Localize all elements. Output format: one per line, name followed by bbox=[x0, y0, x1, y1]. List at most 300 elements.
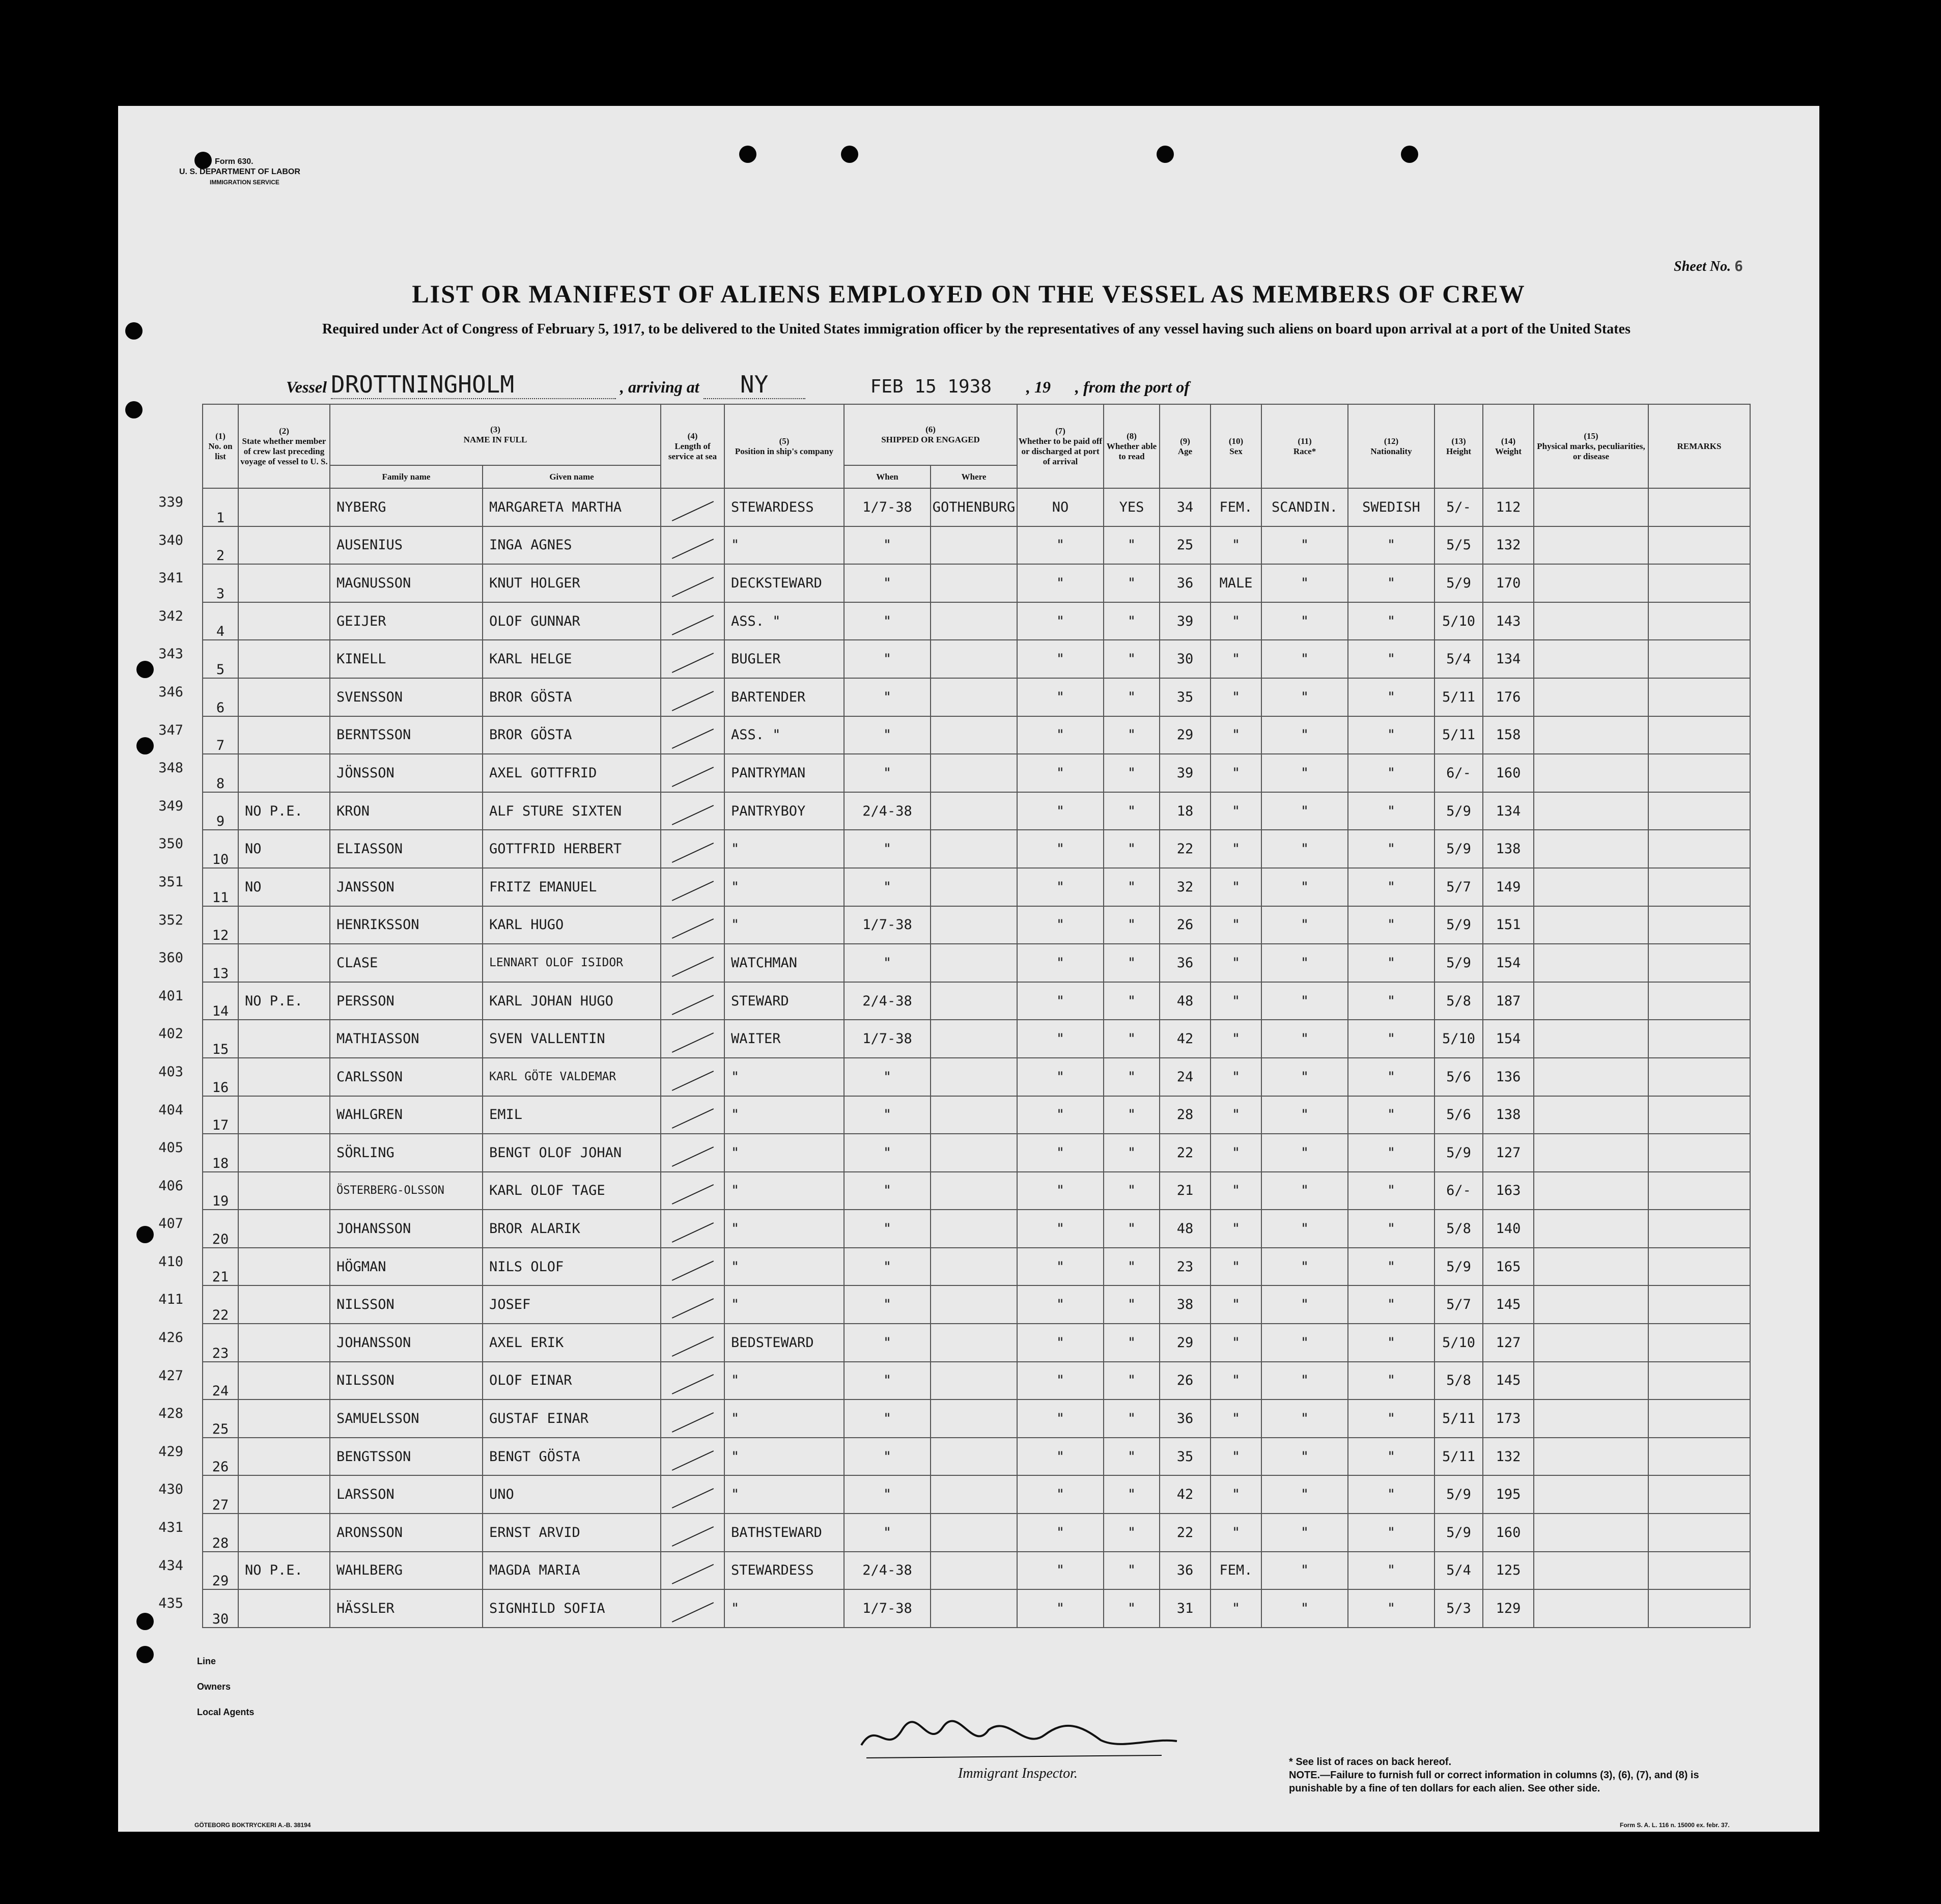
table-row bbox=[203, 488, 1750, 526]
header-list-number: (1) No. on list bbox=[203, 404, 238, 488]
cell-shipped-when: " bbox=[844, 1134, 931, 1172]
cell-given-name: KNUT HOLGER bbox=[483, 564, 661, 602]
cell-race: " bbox=[1261, 526, 1348, 565]
cell-weight: 163 bbox=[1483, 1172, 1534, 1210]
cell-height: 5/9 bbox=[1434, 1475, 1483, 1514]
cell-nationality: " bbox=[1348, 678, 1434, 716]
cell-service-length bbox=[661, 1438, 724, 1476]
table-row bbox=[203, 1399, 1750, 1438]
cell-shipped-when: " bbox=[844, 1096, 931, 1134]
cell-weight: 149 bbox=[1483, 868, 1534, 906]
cell-sex: " bbox=[1211, 1210, 1261, 1248]
cell-race: " bbox=[1261, 1438, 1348, 1476]
cell-given-name: ALF STURE SIXTEN bbox=[483, 792, 661, 830]
cell-position: " bbox=[724, 1475, 844, 1514]
cell-position: " bbox=[724, 1399, 844, 1438]
cell-remarks bbox=[1648, 1438, 1750, 1476]
cell-remarks bbox=[1648, 1210, 1750, 1248]
cell-weight: 125 bbox=[1483, 1552, 1534, 1590]
cell-shipped-when: " bbox=[844, 602, 931, 640]
cell-sex: " bbox=[1211, 1248, 1261, 1286]
cell-height: 5/9 bbox=[1434, 1134, 1483, 1172]
cell-previous-voyage bbox=[238, 1324, 330, 1362]
cell-given-name: AXEL ERIK bbox=[483, 1324, 661, 1362]
cell-previous-voyage bbox=[238, 1058, 330, 1096]
cell-weight: 134 bbox=[1483, 792, 1534, 830]
header-paid-off: (7) Whether to be paid off or discharged at port of arrival bbox=[1017, 404, 1104, 488]
cell-list-number: 18 bbox=[203, 1134, 238, 1172]
cell-family-name: ELIASSON bbox=[330, 830, 483, 868]
cell-list-number: 30 bbox=[203, 1589, 238, 1628]
cell-service-length bbox=[661, 1020, 724, 1058]
cell-shipped-when: 1/7-38 bbox=[844, 906, 931, 944]
tally-stroke bbox=[671, 1146, 713, 1167]
date-stamp: FEB 15 1938 bbox=[870, 376, 992, 397]
cell-age: 22 bbox=[1160, 1514, 1211, 1552]
cell-given-name: UNO bbox=[483, 1475, 661, 1514]
cell-shipped-when: " bbox=[844, 1210, 931, 1248]
cell-weight: 176 bbox=[1483, 678, 1534, 716]
cell-service-length bbox=[661, 982, 724, 1020]
table-row bbox=[203, 1324, 1750, 1362]
cell-height: 5/8 bbox=[1434, 1210, 1483, 1248]
cell-given-name: SIGNHILD SOFIA bbox=[483, 1589, 661, 1628]
cell-family-name: KINELL bbox=[330, 640, 483, 678]
punch-hole bbox=[739, 146, 756, 163]
cell-shipped-when: " bbox=[844, 1399, 931, 1438]
cell-paid-off: " bbox=[1017, 1248, 1104, 1286]
cell-list-number: 20 bbox=[203, 1210, 238, 1248]
cell-physical-marks bbox=[1534, 1020, 1648, 1058]
cell-given-name: KARL HELGE bbox=[483, 640, 661, 678]
cell-race: " bbox=[1261, 1058, 1348, 1096]
cell-family-name: JANSSON bbox=[330, 868, 483, 906]
table-row bbox=[203, 906, 1750, 944]
cell-able-to-read: " bbox=[1104, 678, 1160, 716]
cell-nationality: " bbox=[1348, 1324, 1434, 1362]
cell-age: 21 bbox=[1160, 1172, 1211, 1210]
cell-weight: 158 bbox=[1483, 716, 1534, 754]
cell-weight: 151 bbox=[1483, 906, 1534, 944]
cell-able-to-read: " bbox=[1104, 830, 1160, 868]
cell-physical-marks bbox=[1534, 488, 1648, 526]
cell-list-number: 16 bbox=[203, 1058, 238, 1096]
cell-weight: 127 bbox=[1483, 1324, 1534, 1362]
cell-nationality: " bbox=[1348, 1438, 1434, 1476]
cell-race: " bbox=[1261, 830, 1348, 868]
cell-position: " bbox=[724, 1058, 844, 1096]
cell-sex: MALE bbox=[1211, 564, 1261, 602]
tally-stroke bbox=[671, 957, 713, 977]
cell-nationality: " bbox=[1348, 868, 1434, 906]
cell-paid-off: " bbox=[1017, 1210, 1104, 1248]
vessel-name: DROTTNINGHOLM bbox=[331, 371, 616, 399]
margin-number: 352 bbox=[158, 912, 183, 928]
cell-able-to-read: " bbox=[1104, 1096, 1160, 1134]
cell-able-to-read: " bbox=[1104, 640, 1160, 678]
cell-shipped-where bbox=[931, 1134, 1017, 1172]
cell-list-number: 5 bbox=[203, 640, 238, 678]
cell-nationality: " bbox=[1348, 716, 1434, 754]
cell-height: 5/9 bbox=[1434, 792, 1483, 830]
cell-remarks bbox=[1648, 1248, 1750, 1286]
tally-stroke bbox=[671, 1336, 713, 1357]
cell-service-length bbox=[661, 526, 724, 565]
cell-shipped-where bbox=[931, 1020, 1017, 1058]
cell-age: 29 bbox=[1160, 716, 1211, 754]
cell-list-number: 7 bbox=[203, 716, 238, 754]
arriving-label: , arriving at bbox=[620, 378, 699, 396]
cell-remarks bbox=[1648, 792, 1750, 830]
department-name: U. S. DEPARTMENT OF LABOR bbox=[179, 167, 300, 176]
margin-number: 342 bbox=[158, 608, 183, 624]
cell-position: " bbox=[724, 1362, 844, 1400]
tally-stroke bbox=[671, 1108, 713, 1129]
cell-physical-marks bbox=[1534, 868, 1648, 906]
cell-previous-voyage bbox=[238, 944, 330, 982]
cell-previous-voyage bbox=[238, 1589, 330, 1628]
punch-hole bbox=[841, 146, 858, 163]
cell-shipped-when: " bbox=[844, 564, 931, 602]
cell-physical-marks bbox=[1534, 1134, 1648, 1172]
tally-stroke bbox=[671, 767, 713, 787]
cell-age: 24 bbox=[1160, 1058, 1211, 1096]
cell-list-number: 1 bbox=[203, 488, 238, 526]
cell-age: 36 bbox=[1160, 1552, 1211, 1590]
cell-family-name: BENGTSSON bbox=[330, 1438, 483, 1476]
table-row bbox=[203, 1096, 1750, 1134]
cell-paid-off: " bbox=[1017, 868, 1104, 906]
cell-given-name: EMIL bbox=[483, 1096, 661, 1134]
cell-height: 6/- bbox=[1434, 1172, 1483, 1210]
cell-sex: " bbox=[1211, 678, 1261, 716]
cell-list-number: 4 bbox=[203, 602, 238, 640]
cell-shipped-when: " bbox=[844, 1362, 931, 1400]
cell-sex: " bbox=[1211, 868, 1261, 906]
cell-shipped-where bbox=[931, 1096, 1017, 1134]
tally-stroke bbox=[671, 615, 713, 635]
margin-number: 360 bbox=[158, 950, 183, 966]
header-shipped-engaged: (6) SHIPPED OR ENGAGED bbox=[844, 404, 1017, 465]
cell-shipped-when: " bbox=[844, 1058, 931, 1096]
cell-remarks bbox=[1648, 564, 1750, 602]
cell-age: 35 bbox=[1160, 678, 1211, 716]
cell-physical-marks bbox=[1534, 564, 1648, 602]
races-note: * See list of races on back hereof. bbox=[1289, 1756, 1452, 1768]
cell-list-number: 11 bbox=[203, 868, 238, 906]
cell-sex: " bbox=[1211, 830, 1261, 868]
punch-hole bbox=[1157, 146, 1174, 163]
cell-race: " bbox=[1261, 1475, 1348, 1514]
cell-remarks bbox=[1648, 1324, 1750, 1362]
cell-height: 5/4 bbox=[1434, 640, 1483, 678]
margin-number: 407 bbox=[158, 1216, 183, 1232]
cell-position: BUGLER bbox=[724, 640, 844, 678]
cell-nationality: " bbox=[1348, 1514, 1434, 1552]
page-subtitle: Required under Act of Congress of February 5, 1917, to be delivered to the United States immigration officer by the representatives of any vessel having such aliens on board upon arrival at a port of the United States bbox=[322, 321, 1630, 337]
table-row bbox=[203, 792, 1750, 830]
punch-hole bbox=[136, 1613, 154, 1630]
tally-stroke bbox=[671, 501, 713, 521]
cell-race: " bbox=[1261, 754, 1348, 792]
cell-able-to-read: " bbox=[1104, 944, 1160, 982]
cell-given-name: KARL JOHAN HUGO bbox=[483, 982, 661, 1020]
cell-sex: " bbox=[1211, 1096, 1261, 1134]
cell-sex: " bbox=[1211, 1285, 1261, 1324]
printer-imprint: GÖTEBORG BOKTRYCKERI A.-B. 38194 bbox=[194, 1822, 311, 1829]
cell-given-name: OLOF GUNNAR bbox=[483, 602, 661, 640]
cell-previous-voyage bbox=[238, 1514, 330, 1552]
margin-number: 410 bbox=[158, 1253, 183, 1270]
table-row bbox=[203, 1134, 1750, 1172]
cell-physical-marks bbox=[1534, 678, 1648, 716]
cell-age: 25 bbox=[1160, 526, 1211, 565]
cell-physical-marks bbox=[1534, 602, 1648, 640]
cell-given-name: KARL OLOF TAGE bbox=[483, 1172, 661, 1210]
cell-shipped-when: 1/7-38 bbox=[844, 488, 931, 526]
cell-service-length bbox=[661, 1514, 724, 1552]
service-name: IMMIGRATION SERVICE bbox=[210, 179, 279, 186]
cell-previous-voyage: NO P.E. bbox=[238, 792, 330, 830]
cell-age: 29 bbox=[1160, 1324, 1211, 1362]
cell-previous-voyage bbox=[238, 1210, 330, 1248]
cell-previous-voyage: NO P.E. bbox=[238, 982, 330, 1020]
cell-paid-off: " bbox=[1017, 1438, 1104, 1476]
cell-list-number: 8 bbox=[203, 754, 238, 792]
cell-race: " bbox=[1261, 1399, 1348, 1438]
cell-remarks bbox=[1648, 906, 1750, 944]
cell-remarks bbox=[1648, 678, 1750, 716]
header-sex: (10) Sex bbox=[1211, 404, 1261, 488]
cell-remarks bbox=[1648, 1399, 1750, 1438]
cell-race: " bbox=[1261, 1552, 1348, 1590]
cell-weight: 127 bbox=[1483, 1134, 1534, 1172]
margin-number: 406 bbox=[158, 1178, 183, 1194]
cell-paid-off: " bbox=[1017, 792, 1104, 830]
cell-race: " bbox=[1261, 1324, 1348, 1362]
cell-age: 36 bbox=[1160, 564, 1211, 602]
cell-given-name: MARGARETA MARTHA bbox=[483, 488, 661, 526]
table-row bbox=[203, 1020, 1750, 1058]
cell-position: STEWARDESS bbox=[724, 488, 844, 526]
cell-shipped-where: GOTHENBURG bbox=[931, 488, 1017, 526]
cell-nationality: " bbox=[1348, 1134, 1434, 1172]
cell-remarks bbox=[1648, 602, 1750, 640]
header-weight: (14) Weight bbox=[1483, 404, 1534, 488]
margin-number: 341 bbox=[158, 570, 183, 586]
cell-position: " bbox=[724, 1172, 844, 1210]
margin-number: 348 bbox=[158, 760, 183, 776]
cell-nationality: " bbox=[1348, 830, 1434, 868]
cell-given-name: BENGT OLOF JOHAN bbox=[483, 1134, 661, 1172]
cell-sex: " bbox=[1211, 906, 1261, 944]
cell-family-name: AUSENIUS bbox=[330, 526, 483, 565]
table-row bbox=[203, 1514, 1750, 1552]
cell-age: 39 bbox=[1160, 754, 1211, 792]
cell-list-number: 27 bbox=[203, 1475, 238, 1514]
cell-nationality: " bbox=[1348, 640, 1434, 678]
cell-physical-marks bbox=[1534, 1324, 1648, 1362]
cell-able-to-read: " bbox=[1104, 868, 1160, 906]
cell-shipped-where bbox=[931, 716, 1017, 754]
cell-weight: 170 bbox=[1483, 564, 1534, 602]
cell-weight: 160 bbox=[1483, 1514, 1534, 1552]
cell-race: " bbox=[1261, 1172, 1348, 1210]
cell-position: " bbox=[724, 1210, 844, 1248]
cell-family-name: JOHANSSON bbox=[330, 1210, 483, 1248]
punch-hole bbox=[1401, 146, 1418, 163]
cell-list-number: 13 bbox=[203, 944, 238, 982]
cell-service-length bbox=[661, 1475, 724, 1514]
crew-manifest-table bbox=[202, 404, 1751, 1628]
header-where: Where bbox=[931, 465, 1017, 488]
cell-nationality: " bbox=[1348, 1589, 1434, 1628]
cell-given-name: NILS OLOF bbox=[483, 1248, 661, 1286]
cell-height: 6/- bbox=[1434, 754, 1483, 792]
cell-list-number: 19 bbox=[203, 1172, 238, 1210]
cell-physical-marks bbox=[1534, 830, 1648, 868]
cell-shipped-when: " bbox=[844, 830, 931, 868]
cell-physical-marks bbox=[1534, 754, 1648, 792]
margin-number: 405 bbox=[158, 1140, 183, 1156]
tally-stroke bbox=[671, 995, 713, 1015]
cell-paid-off: " bbox=[1017, 716, 1104, 754]
margin-number: 431 bbox=[158, 1520, 183, 1536]
cell-service-length bbox=[661, 1552, 724, 1590]
cell-height: 5/11 bbox=[1434, 678, 1483, 716]
cell-height: 5/7 bbox=[1434, 1285, 1483, 1324]
year-label: , 19 bbox=[1026, 378, 1051, 396]
cell-age: 34 bbox=[1160, 488, 1211, 526]
cell-nationality: " bbox=[1348, 982, 1434, 1020]
cell-previous-voyage bbox=[238, 1096, 330, 1134]
table-row bbox=[203, 602, 1750, 640]
header-nationality: (12) Nationality bbox=[1348, 404, 1434, 488]
cell-family-name: SÖRLING bbox=[330, 1134, 483, 1172]
cell-position: PANTRYBOY bbox=[724, 792, 844, 830]
cell-previous-voyage bbox=[238, 602, 330, 640]
margin-number: 429 bbox=[158, 1443, 183, 1460]
cell-height: 5/9 bbox=[1434, 564, 1483, 602]
margin-number: 430 bbox=[158, 1481, 183, 1498]
cell-height: 5/5 bbox=[1434, 526, 1483, 565]
header-length-of-service: (4) Length of service at sea bbox=[661, 404, 724, 488]
cell-service-length bbox=[661, 488, 724, 526]
punch-hole bbox=[136, 737, 154, 754]
cell-height: 5/4 bbox=[1434, 1552, 1483, 1590]
cell-able-to-read: " bbox=[1104, 1248, 1160, 1286]
punch-hole bbox=[136, 1646, 154, 1663]
cell-position: BATHSTEWARD bbox=[724, 1514, 844, 1552]
table-row bbox=[203, 944, 1750, 982]
cell-family-name: BERNTSSON bbox=[330, 716, 483, 754]
cell-service-length bbox=[661, 792, 724, 830]
cell-paid-off: " bbox=[1017, 1324, 1104, 1362]
cell-weight: 140 bbox=[1483, 1210, 1534, 1248]
table-row bbox=[203, 1475, 1750, 1514]
cell-sex: " bbox=[1211, 754, 1261, 792]
inspector-label: Immigrant Inspector. bbox=[958, 1766, 1078, 1781]
cell-paid-off: " bbox=[1017, 526, 1104, 565]
cell-able-to-read: " bbox=[1104, 716, 1160, 754]
cell-previous-voyage bbox=[238, 1134, 330, 1172]
tally-stroke bbox=[671, 1488, 713, 1508]
cell-race: SCANDIN. bbox=[1261, 488, 1348, 526]
cell-able-to-read: " bbox=[1104, 1475, 1160, 1514]
cell-race: " bbox=[1261, 1248, 1348, 1286]
margin-number: 403 bbox=[158, 1063, 183, 1080]
header-age: (9) Age bbox=[1160, 404, 1211, 488]
margin-number: 402 bbox=[158, 1026, 183, 1042]
cell-sex: " bbox=[1211, 944, 1261, 982]
cell-able-to-read: " bbox=[1104, 564, 1160, 602]
table-row bbox=[203, 564, 1750, 602]
cell-given-name: BROR GÖSTA bbox=[483, 716, 661, 754]
cell-physical-marks bbox=[1534, 1589, 1648, 1628]
cell-able-to-read: " bbox=[1104, 1058, 1160, 1096]
cell-age: 36 bbox=[1160, 1399, 1211, 1438]
cell-shipped-where bbox=[931, 1399, 1017, 1438]
cell-nationality: " bbox=[1348, 1285, 1434, 1324]
cell-height: 5/7 bbox=[1434, 868, 1483, 906]
cell-shipped-where bbox=[931, 868, 1017, 906]
header-family-name: Family name bbox=[330, 465, 483, 488]
cell-race: " bbox=[1261, 716, 1348, 754]
cell-service-length bbox=[661, 944, 724, 982]
penalty-note: NOTE.—Failure to furnish full or correct information in columns (3), (6), (7), and (8) is punishable by a fine of ten dollars for each alien. See other side. bbox=[1289, 1770, 1699, 1794]
local-agents-label: Local Agents bbox=[197, 1707, 255, 1717]
cell-shipped-where bbox=[931, 906, 1017, 944]
cell-family-name: CLASE bbox=[330, 944, 483, 982]
cell-list-number: 2 bbox=[203, 526, 238, 565]
cell-position: " bbox=[724, 1438, 844, 1476]
cell-service-length bbox=[661, 868, 724, 906]
cell-race: " bbox=[1261, 678, 1348, 716]
punch-hole bbox=[125, 322, 143, 340]
cell-sex: " bbox=[1211, 1438, 1261, 1476]
cell-sex: " bbox=[1211, 1020, 1261, 1058]
cell-previous-voyage bbox=[238, 1438, 330, 1476]
cell-height: 5/6 bbox=[1434, 1096, 1483, 1134]
cell-remarks bbox=[1648, 640, 1750, 678]
cell-service-length bbox=[661, 1058, 724, 1096]
cell-physical-marks bbox=[1534, 1172, 1648, 1210]
cell-weight: 138 bbox=[1483, 830, 1534, 868]
cell-sex: " bbox=[1211, 982, 1261, 1020]
cell-height: 5/3 bbox=[1434, 1589, 1483, 1628]
punch-hole bbox=[136, 661, 154, 678]
cell-family-name: HÄSSLER bbox=[330, 1589, 483, 1628]
form-code: Form S. A. L. 116 n. 15000 ex. febr. 37. bbox=[1620, 1822, 1730, 1829]
cell-able-to-read: " bbox=[1104, 1210, 1160, 1248]
margin-number: 346 bbox=[158, 684, 183, 700]
cell-able-to-read: " bbox=[1104, 982, 1160, 1020]
margin-number: 347 bbox=[158, 722, 183, 738]
tally-stroke bbox=[671, 653, 713, 673]
cell-age: 35 bbox=[1160, 1438, 1211, 1476]
cell-weight: 173 bbox=[1483, 1399, 1534, 1438]
header-race: (11) Race* bbox=[1261, 404, 1348, 488]
margin-number: 349 bbox=[158, 798, 183, 814]
cell-paid-off: " bbox=[1017, 1552, 1104, 1590]
cell-previous-voyage bbox=[238, 488, 330, 526]
cell-family-name: MAGNUSSON bbox=[330, 564, 483, 602]
cell-nationality: " bbox=[1348, 1362, 1434, 1400]
header-when: When bbox=[844, 465, 931, 488]
cell-remarks bbox=[1648, 868, 1750, 906]
cell-position: ASS. " bbox=[724, 716, 844, 754]
cell-race: " bbox=[1261, 640, 1348, 678]
